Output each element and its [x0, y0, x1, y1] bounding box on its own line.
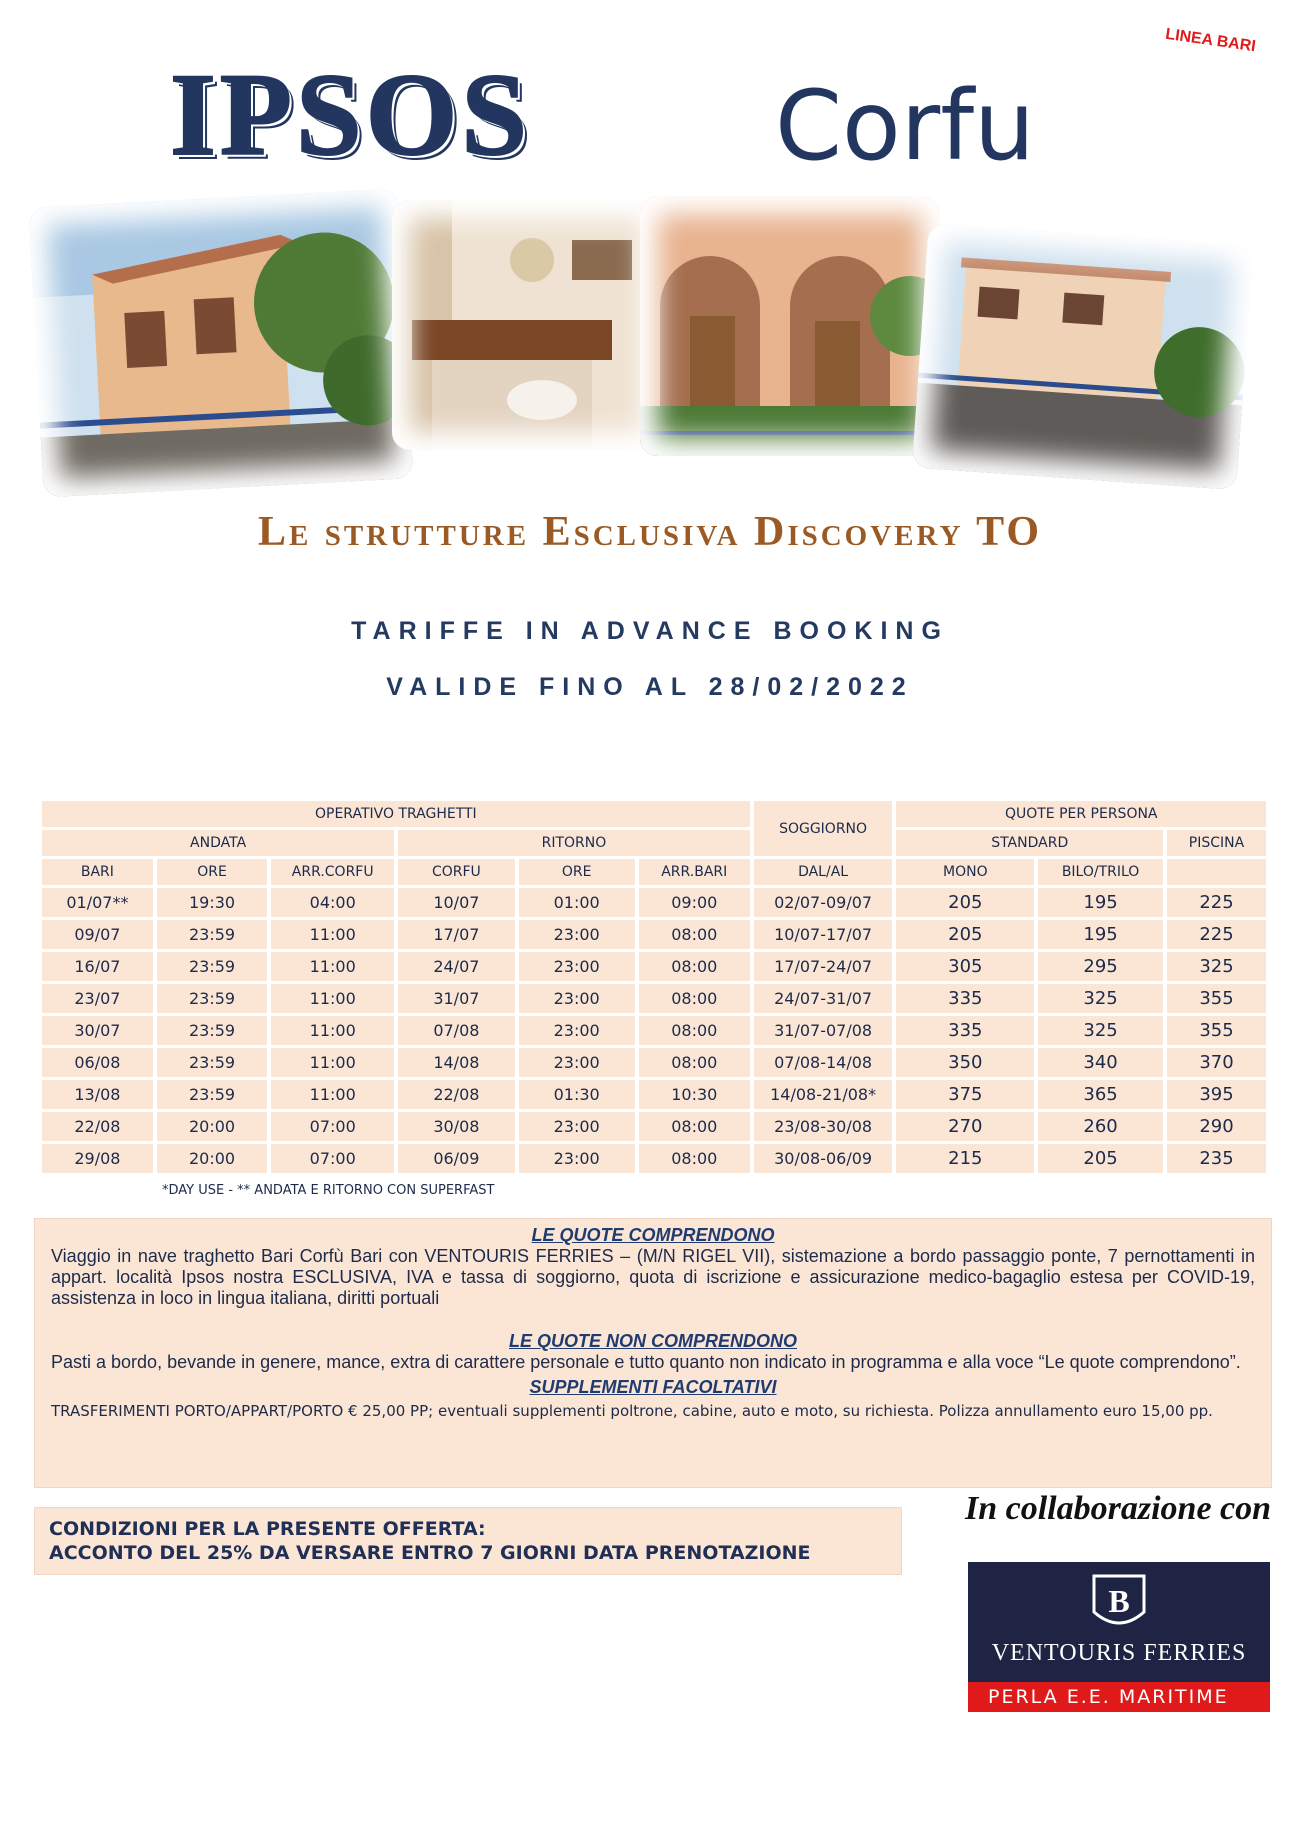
table-cell: 23:00: [519, 1016, 635, 1045]
table-cell: 23/07: [42, 984, 153, 1013]
table-cell: 225: [1167, 920, 1266, 949]
photo-villa-right: [912, 223, 1253, 490]
table-cell: 23:59: [157, 1080, 267, 1109]
table-cell: 11:00: [271, 1048, 394, 1077]
table-cell: 23:59: [157, 952, 267, 981]
table-cell: 08:00: [639, 984, 750, 1013]
conditions-line-2: ACCONTO DEL 25% DA VERSARE ENTRO 7 GIORNI DATA PRENOTAZIONE: [49, 1542, 811, 1564]
table-cell: 355: [1167, 984, 1266, 1013]
table-cell: 11:00: [271, 952, 394, 981]
table-row: [42, 1080, 1266, 1109]
table-cell: 08:00: [639, 952, 750, 981]
supplements-text: TRASFERIMENTI PORTO/APPART/PORTO € 25,00 PP; eventuali supplementi poltrone, cabine, auto e moto, su richiesta. Polizza annullamento euro 15,00 pp.: [51, 1402, 1213, 1420]
table-cell: 30/08: [398, 1112, 514, 1141]
table-cell: 10/07: [398, 888, 514, 917]
table-cell: 08:00: [639, 920, 750, 949]
table-cell: 06/09: [398, 1144, 514, 1173]
photo-interior: [392, 200, 662, 450]
column-header: BILO/TRILO: [1038, 859, 1163, 885]
schedule-table: [38, 798, 1270, 1176]
photo-arches: [640, 196, 940, 456]
table-cell: 24/07: [398, 952, 514, 981]
column-header: DAL/AL: [754, 859, 893, 885]
collaboration-text: In collaborazione con: [965, 1490, 1272, 1527]
table-cell: 205: [896, 888, 1034, 917]
table-cell: 350: [896, 1048, 1034, 1077]
table-cell: 11:00: [271, 920, 394, 949]
table-cell: 235: [1167, 1144, 1266, 1173]
header-stay-group: SOGGIORNO: [754, 801, 893, 856]
table-cell: 365: [1038, 1080, 1163, 1109]
column-header: [1167, 859, 1266, 885]
table-cell: 205: [896, 920, 1034, 949]
header-ferry-group: OPERATIVO TRAGHETTI: [42, 801, 750, 827]
table-cell: 23:00: [519, 952, 635, 981]
table-cell: 370: [1167, 1048, 1266, 1077]
table-cell: 305: [896, 952, 1034, 981]
table-cell: 01:00: [519, 888, 635, 917]
table-cell: 23:00: [519, 984, 635, 1013]
table-cell: 325: [1167, 952, 1266, 981]
table-cell: 375: [896, 1080, 1034, 1109]
table-cell: 01/07**: [42, 888, 153, 917]
table-cell: 31/07: [398, 984, 514, 1013]
table-cell: 07/08: [398, 1016, 514, 1045]
header-outbound: ANDATA: [42, 830, 394, 856]
column-header: BARI: [42, 859, 153, 885]
table-cell: 270: [896, 1112, 1034, 1141]
included-title: LE QUOTE COMPRENDONO: [531, 1225, 775, 1245]
tariff-line-2: VALIDE FINO AL 28/02/2022: [386, 673, 914, 701]
table-cell: 14/08: [398, 1048, 514, 1077]
column-header: CORFU: [398, 859, 514, 885]
table-cell: 23:00: [519, 1112, 635, 1141]
table-row: [42, 888, 1266, 917]
subtitle: Le strutture Esclusiva Discovery TO: [257, 509, 1043, 555]
column-header: ORE: [157, 859, 267, 885]
table-cell: 09/07: [42, 920, 153, 949]
table-cell: 225: [1167, 888, 1266, 917]
table-cell: 07/08-14/08: [754, 1048, 893, 1077]
conditions-line-1: CONDIZIONI PER LA PRESENTE OFFERTA:: [49, 1518, 486, 1540]
table-cell: 01:30: [519, 1080, 635, 1109]
table-cell: 04:00: [271, 888, 394, 917]
partner-agent: PERLA E.E. MARITIME: [968, 1682, 1270, 1712]
column-header: ORE: [519, 859, 635, 885]
partner-name: VENTOURIS FERRIES: [991, 1640, 1247, 1666]
table-cell: 13/08: [42, 1080, 153, 1109]
table-row: [42, 1112, 1266, 1141]
table-cell: 23:59: [157, 920, 267, 949]
column-header: ARR.CORFU: [271, 859, 394, 885]
footnote: *DAY USE - ** ANDATA E RITORNO CON SUPERFAST: [162, 1183, 495, 1198]
table-cell: 290: [1167, 1112, 1266, 1141]
logo-letter: B: [1108, 1583, 1130, 1619]
table-cell: 260: [1038, 1112, 1163, 1141]
table-cell: 395: [1167, 1080, 1266, 1109]
table-cell: 19:30: [157, 888, 267, 917]
table-cell: 22/08: [398, 1080, 514, 1109]
table-cell: 16/07: [42, 952, 153, 981]
table-cell: 22/08: [42, 1112, 153, 1141]
table-cell: 29/08: [42, 1144, 153, 1173]
table-cell: 17/07: [398, 920, 514, 949]
table-cell: 23:00: [519, 1048, 635, 1077]
table-cell: 08:00: [639, 1112, 750, 1141]
table-row: [42, 1016, 1266, 1045]
table-cell: 23:00: [519, 1144, 635, 1173]
table-cell: 24/07-31/07: [754, 984, 893, 1013]
table-cell: 30/08-06/09: [754, 1144, 893, 1173]
table-cell: 17/07-24/07: [754, 952, 893, 981]
table-cell: 30/07: [42, 1016, 153, 1045]
table-cell: 355: [1167, 1016, 1266, 1045]
table-cell: 20:00: [157, 1112, 267, 1141]
excluded-title: LE QUOTE NON COMPRENDONO: [508, 1331, 797, 1351]
table-cell: 23:59: [157, 984, 267, 1013]
table-row: [42, 920, 1266, 949]
table-cell: 02/07-09/07: [754, 888, 893, 917]
table-cell: 195: [1038, 888, 1163, 917]
table-row: [42, 952, 1266, 981]
table-cell: 09:00: [639, 888, 750, 917]
conditions-box: [34, 1507, 902, 1575]
table-cell: 325: [1038, 984, 1163, 1013]
table-cell: 215: [896, 1144, 1034, 1173]
table-cell: 23:59: [157, 1048, 267, 1077]
table-cell: 08:00: [639, 1048, 750, 1077]
table-cell: 11:00: [271, 1016, 394, 1045]
supplements-title: SUPPLEMENTI FACOLTATIVI: [529, 1377, 777, 1397]
table-row: [42, 984, 1266, 1013]
table-cell: 31/07-07/08: [754, 1016, 893, 1045]
table-cell: 20:00: [157, 1144, 267, 1173]
table-cell: 11:00: [271, 984, 394, 1013]
table-cell: 335: [896, 1016, 1034, 1045]
table-cell: 07:00: [271, 1144, 394, 1173]
header-pool: PISCINA: [1167, 830, 1266, 856]
table-cell: 07:00: [271, 1112, 394, 1141]
tariff-line-1: TARIFFE IN ADVANCE BOOKING: [351, 617, 949, 645]
table-cell: 295: [1038, 952, 1163, 981]
brand-title: IPSOS: [170, 49, 532, 180]
line-badge: LINEA BARI: [1164, 25, 1257, 56]
table-row: [42, 1144, 1266, 1173]
excluded-text: Pasti a bordo, bevande in genere, mance, extra di carattere personale e tutto quanto non indicato in programma e alla voce “Le quote comprendono”.: [51, 1352, 1241, 1372]
header-return: RITORNO: [398, 830, 750, 856]
location-title: Corfu: [775, 70, 1035, 182]
info-box: [34, 1218, 1272, 1488]
shield-icon: [968, 1562, 1270, 1642]
table-cell: 06/08: [42, 1048, 153, 1077]
photo-villa-left: [29, 189, 414, 498]
table-cell: 14/08-21/08*: [754, 1080, 893, 1109]
table-cell: 195: [1038, 920, 1163, 949]
table-cell: 23:59: [157, 1016, 267, 1045]
table-cell: 10:30: [639, 1080, 750, 1109]
column-header: MONO: [896, 859, 1034, 885]
table-cell: 08:00: [639, 1016, 750, 1045]
table-cell: 23:00: [519, 920, 635, 949]
table-row: [42, 1048, 1266, 1077]
table-cell: 23/08-30/08: [754, 1112, 893, 1141]
table-cell: 325: [1038, 1016, 1163, 1045]
table-cell: 08:00: [639, 1144, 750, 1173]
column-header: ARR.BARI: [639, 859, 750, 885]
table-cell: 340: [1038, 1048, 1163, 1077]
header-prices-group: QUOTE PER PERSONA: [896, 801, 1266, 827]
header-standard: STANDARD: [896, 830, 1163, 856]
table-cell: 11:00: [271, 1080, 394, 1109]
included-text: Viaggio in nave traghetto Bari Corfù Bari con VENTOURIS FERRIES – (M/N RIGEL VII), sistemazione a bordo passaggio ponte, 7 pernottamenti in appart. località Ipsos nostra ESCLUSIVA, IVA e tassa di soggiorno, quota di iscrizione e assicurazione medico-bagaglio estesa per COVID-19, assistenza in loco in lingua italiana, diritti portuali: [51, 1246, 1255, 1308]
table-cell: 10/07-17/07: [754, 920, 893, 949]
table-cell: 205: [1038, 1144, 1163, 1173]
table-cell: 335: [896, 984, 1034, 1013]
